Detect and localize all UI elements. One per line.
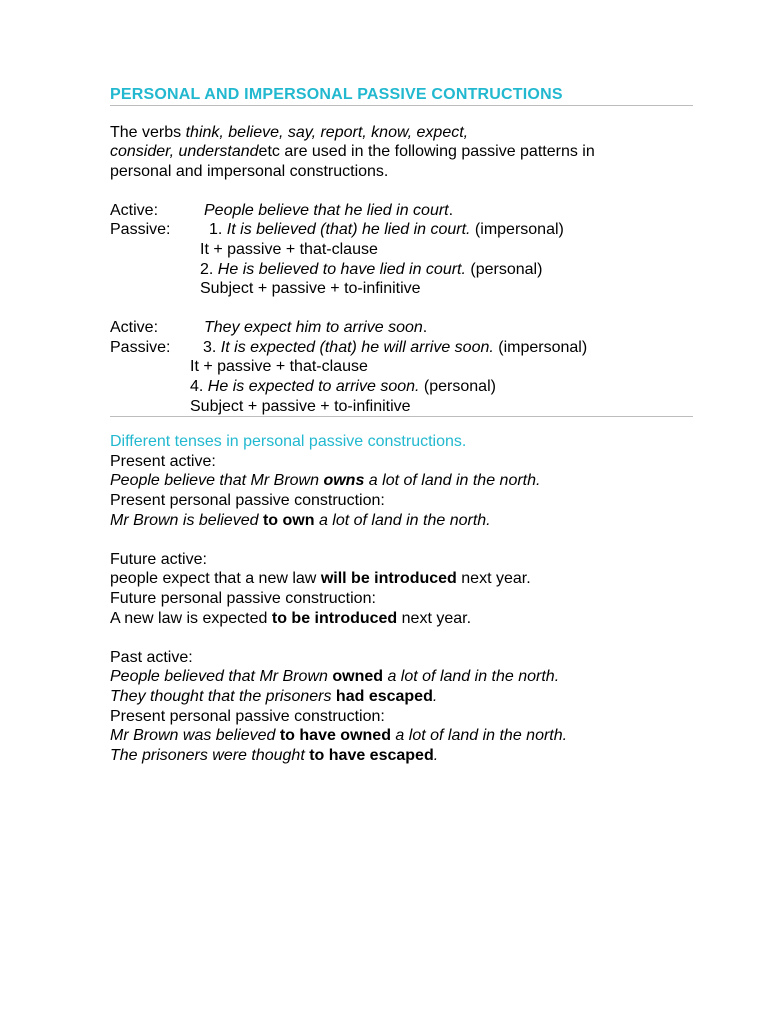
example2-pattern-3: It + passive + that-clause bbox=[190, 358, 368, 375]
highlighted-verb: had escaped bbox=[335, 688, 433, 705]
example2-passive-4 bbox=[190, 377, 496, 397]
item-number: 1. bbox=[209, 221, 227, 238]
intro-text: The verbs bbox=[110, 124, 186, 141]
example2-passive-3 bbox=[203, 338, 587, 358]
highlighted-verb: owns bbox=[323, 472, 365, 489]
example1-passive-label: Passive: bbox=[110, 221, 171, 238]
example2-active-label: Active: bbox=[110, 319, 159, 336]
highlighted-verb: will be introduced bbox=[320, 570, 457, 587]
example-text: People believe that Mr Brown bbox=[110, 472, 324, 489]
example1-active-label: Active: bbox=[110, 202, 159, 219]
active-sentence-dot: . bbox=[448, 202, 454, 219]
example-text: Mr Brown is believed bbox=[110, 512, 263, 529]
item-sentence: He is believed to have lied in court. bbox=[217, 261, 466, 278]
intro-line-1 bbox=[110, 123, 468, 143]
highlighted-verb: to be introduced bbox=[271, 610, 398, 627]
highlighted-verb: owned bbox=[332, 668, 384, 685]
past-passive-label: Present personal passive construction: bbox=[110, 708, 385, 725]
example-text: people expect that a new law bbox=[110, 570, 321, 587]
highlighted-verb: to have escaped bbox=[309, 747, 434, 764]
active-sentence-text: People believe that he lied in court bbox=[204, 202, 449, 219]
example-text: next year. bbox=[456, 570, 531, 587]
example-text: They thought that the prisoners bbox=[110, 688, 336, 705]
past-passive-example-2 bbox=[110, 746, 438, 766]
intro-text: etc are used in the following passive patterns in bbox=[258, 143, 595, 160]
item-number: 4. bbox=[190, 378, 208, 395]
item-tag: (personal) bbox=[465, 261, 543, 278]
intro-verbs: consider, understand bbox=[110, 143, 259, 160]
example-text: next year. bbox=[397, 610, 472, 627]
page-title: PERSONAL AND IMPERSONAL PASSIVE CONTRUCTIONS bbox=[110, 86, 563, 103]
past-passive-example-1 bbox=[110, 726, 567, 746]
example-text: . bbox=[433, 747, 439, 764]
example2-active-sentence bbox=[204, 318, 427, 338]
example1-pattern-2: Subject + passive + to-infinitive bbox=[200, 280, 421, 297]
future-active-label: Future active: bbox=[110, 551, 207, 568]
active-sentence-dot: . bbox=[422, 319, 428, 336]
item-sentence: He is expected to arrive soon. bbox=[207, 378, 420, 395]
tenses-heading: Different tenses in personal passive constructions. bbox=[110, 433, 467, 450]
present-passive-label: Present personal passive construction: bbox=[110, 492, 385, 509]
item-tag: (personal) bbox=[419, 378, 496, 395]
highlighted-verb: to own bbox=[262, 512, 315, 529]
intro-verbs: think, believe, say, report, know, expect, bbox=[185, 124, 469, 141]
item-tag: (impersonal) bbox=[470, 221, 564, 238]
item-sentence: It is believed (that) he lied in court. bbox=[226, 221, 471, 238]
title-divider bbox=[110, 105, 693, 106]
item-number: 2. bbox=[200, 261, 218, 278]
example-text: a lot of land in the north. bbox=[364, 472, 541, 489]
example1-passive-1 bbox=[209, 220, 564, 240]
present-active-example bbox=[110, 471, 540, 491]
example-text: . bbox=[432, 688, 438, 705]
example-text: a lot of land in the north. bbox=[383, 668, 560, 685]
present-passive-example bbox=[110, 511, 491, 531]
past-active-example-2 bbox=[110, 687, 437, 707]
example1-active-sentence bbox=[204, 201, 453, 221]
intro-line-3: personal and impersonal constructions. bbox=[110, 163, 389, 180]
item-tag: (impersonal) bbox=[493, 339, 588, 356]
example2-passive-label: Passive: bbox=[110, 339, 171, 356]
example-text: A new law is expected bbox=[110, 610, 272, 627]
future-passive-label: Future personal passive construction: bbox=[110, 590, 376, 607]
example1-passive-2 bbox=[200, 260, 542, 280]
example-text: People believed that Mr Brown bbox=[110, 668, 333, 685]
intro-line-2 bbox=[110, 142, 595, 162]
item-number: 3. bbox=[203, 339, 221, 356]
present-active-label: Present active: bbox=[110, 453, 216, 470]
example-text: Mr Brown was believed bbox=[110, 727, 280, 744]
section-divider bbox=[110, 416, 693, 417]
past-active-label: Past active: bbox=[110, 649, 193, 666]
active-sentence-text: They expect him to arrive soon bbox=[204, 319, 423, 336]
example-text: The prisoners were thought bbox=[110, 747, 310, 764]
example-text: a lot of land in the north. bbox=[390, 727, 568, 744]
future-active-example bbox=[110, 569, 531, 589]
example-text: a lot of land in the north. bbox=[314, 512, 491, 529]
example2-pattern-4: Subject + passive + to-infinitive bbox=[190, 398, 411, 415]
item-sentence: It is expected (that) he will arrive soon. bbox=[220, 339, 494, 356]
example1-pattern-1: It + passive + that-clause bbox=[200, 241, 378, 258]
highlighted-verb: to have owned bbox=[279, 727, 391, 744]
past-active-example-1 bbox=[110, 667, 559, 687]
future-passive-example bbox=[110, 609, 471, 629]
